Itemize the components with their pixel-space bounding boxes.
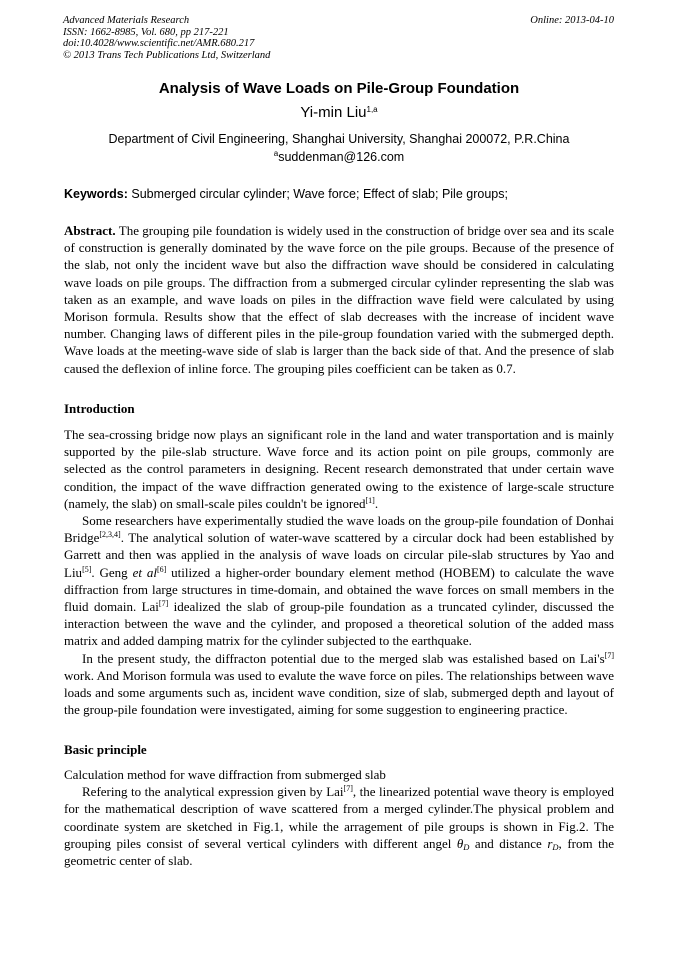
- intro-p3-text: work. And Morison formula was used to evalute the wave force on piles. The relationships between wave loads and some arguments such as, incident wave condition, size of slab, submerged depth and layout of the group-pile foundation were investigated, aiming for some suggestion to engineering practice.: [64, 667, 614, 718]
- introduction-body: [64, 426, 614, 718]
- intro-paragraph-1: [64, 426, 614, 512]
- intro-paragraph-3: [64, 650, 614, 719]
- doi-line: doi:10.4028/www.scientific.net/AMR.680.217: [63, 38, 255, 50]
- keywords: [64, 187, 616, 201]
- journal-name: Advanced Materials Research: [63, 15, 190, 26]
- author-email: suddenman@126.com: [278, 150, 405, 164]
- citation-ref: [7]: [158, 599, 169, 609]
- keywords-label: Keywords:: [64, 187, 128, 201]
- citation-ref: [1]: [365, 495, 375, 505]
- intro-p1-end: .: [374, 495, 379, 511]
- r-symbol: r: [547, 835, 553, 851]
- intro-p2-text: . Geng: [91, 564, 133, 580]
- basic-p1-text: , from the geometric center of slab.: [64, 835, 614, 869]
- subscript-d: D: [552, 841, 559, 852]
- abstract-text: The grouping pile foundation is widely used in the construction of bridge over sea and its scale of construction is generally dominated by the wave force on the pile groups. Because of the presence of the slab, not only the incident wave but also the diffraction wave should be considered in calculating wave loads on pile groups. The diffraction from a submerged circular cylinder representing the slab was taken as an example, and wave loads on piles in the diffraction wave field were calculated by using Morison formula. Results show that the effect of slab decreases with the increase of incident wave number. Changing laws of different piles in the pile-group foundation varied with the submerged depth. Wave loads at the meeting-wave side of slab is larger than the back side of that. And the presence of slab caused the deflexion of inline force. The grouping piles coefficient can be taken as 0.7.: [64, 223, 614, 376]
- intro-p2-text: idealized the slab of group-pile foundation as a truncated cylinder, discussed the interaction between the wave and the cylinder, and proposed a theoretical solution of the added mass matrix and added damping matrix for the cylinder subjected to the earthquake.: [64, 599, 614, 649]
- author-name: Yi-min Liu: [300, 104, 367, 121]
- abstract-label: Abstract.: [64, 223, 116, 238]
- email-line: [0, 150, 678, 164]
- theta-symbol: θ: [456, 835, 464, 851]
- intro-p2-text: utilized a higher-order boundary element method (HOBEM) to calculate the wave diffraction from large structures in time-domain, and obtained the wave forces on small members in the fluid domain. Lai: [64, 564, 614, 615]
- basic-paragraph-1: [64, 783, 614, 869]
- citation-ref: [2,3,4]: [99, 530, 121, 540]
- affiliation: Department of Civil Engineering, Shanghai University, Shanghai 200072, P.R.China: [108, 132, 570, 146]
- introduction-heading: Introduction: [64, 401, 135, 416]
- online-date: Online: 2013-04-10: [530, 15, 614, 26]
- intro-p2-text: . The analytical solution of water-wave scattered by a circular dock had been established by Garrett and then was applied in the analysis of wave loads on circular pile-slab structures by Yao and Liu: [64, 530, 614, 580]
- basic-p1-text: , the linearized potential wave theory is employed for the mathematical description of wave scattered from a merged cylinder.The physical problem and coordinate system are sketched in Fig.1, while the arragement of pile groups is shown in Fig.2. The grouping piles consist of several vertical cylinders with different angel: [64, 784, 615, 851]
- journal-header: [63, 15, 270, 61]
- subsection-title: Calculation method for wave diffraction from submerged slab: [64, 767, 386, 782]
- basic-p1-text: and distance: [469, 835, 548, 851]
- paper-title: Analysis of Wave Loads on Pile-Group Foundation: [158, 80, 520, 97]
- keywords-text: Submerged circular cylinder; Wave force; Effect of slab; Pile groups;: [131, 187, 508, 201]
- author-line: [0, 104, 678, 121]
- et-al: et al: [132, 564, 157, 580]
- citation-ref: [5]: [82, 564, 92, 574]
- abstract: [64, 222, 614, 377]
- subscript-d: D: [463, 841, 470, 852]
- intro-p1-text: The sea-crossing bridge now plays an significant role in the land and water transportation and is mainly supported by the pile-slab structure. Wave force and its action point on pile groups, commonly are selected as the control parameters in designing. Recent research demonstrated that under certain wave condition, the impact of the wave diffraction generated owing to the existence of large-scale structure (namely, the slab) on small-scale piles couldn't be ignored: [64, 427, 614, 511]
- issn-line: ISSN: 1662-8985, Vol. 680, pp 217-221: [63, 26, 229, 38]
- email-mark: a: [273, 149, 279, 158]
- intro-p2-text: Some researchers have experimentally studied the wave loads on the group-pile foundation of Donhai Bridge: [64, 513, 614, 546]
- author-affil-mark: 1,a: [366, 105, 378, 114]
- basic-principle-body: [64, 766, 614, 869]
- intro-paragraph-2: [64, 512, 614, 650]
- citation-ref: [7]: [343, 784, 353, 794]
- citation-ref: [7]: [604, 650, 614, 660]
- copyright-line: © 2013 Trans Tech Publications Ltd, Switzerland: [63, 49, 271, 61]
- citation-ref: [6]: [156, 564, 167, 574]
- basic-p1-text: Refering to the analytical expression given by Lai: [82, 784, 344, 800]
- intro-p3-text: In the present study, the diffracton potential due to the merged slab was estalished based on Lai's: [82, 650, 605, 666]
- basic-principle-heading: Basic principle: [64, 742, 147, 757]
